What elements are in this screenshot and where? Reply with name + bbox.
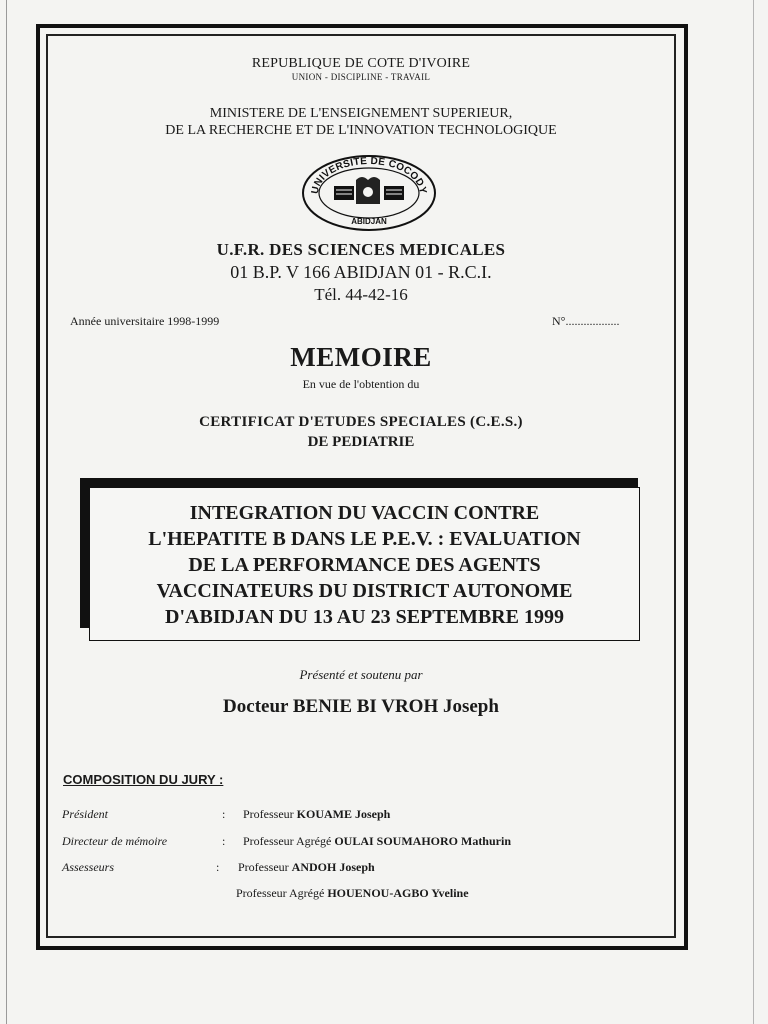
jury-role: Assesseurs [62,860,115,874]
author-name: Docteur BENIE BI VROH Joseph [223,696,499,717]
jury-member-name: OULAI SOUMAHORO Mathurin [334,834,511,848]
jury-role: Président [62,807,108,821]
page-edge-left [6,0,7,1024]
ministry-line-1: MINISTERE DE L'ENSEIGNEMENT SUPERIEUR, [209,106,513,121]
certificate-line-2: DE PEDIATRIE [307,434,415,450]
certificate-line-1: CERTIFICAT D'ETUDES SPECIALES (C.E.S.) [199,414,523,430]
jury-colon: : [222,834,226,848]
jury-member [238,860,375,875]
page-edge-right [753,0,754,1024]
jury-member [236,886,469,901]
jury-member [243,807,390,822]
national-motto: UNION - DISCIPLINE - TRAVAIL [291,72,431,82]
jury-member-title: Professeur [238,860,289,874]
document-type: MEMOIRE [290,342,432,372]
seal-bottom-text: ABIDJAN [351,217,387,226]
thesis-title-line: L'HEPATITE B DANS LE P.E.V. : EVALUATION [148,528,581,550]
jury-heading: COMPOSITION DU JURY : [63,772,224,787]
presented-by: Présenté et soutenu par [299,667,423,682]
thesis-title-line: D'ABIDJAN DU 13 AU 23 SEPTEMBRE 1999 [165,606,564,628]
faculty-name: U.F.R. DES SCIENCES MEDICALES [216,240,506,259]
jury-member-title: Professeur [243,807,294,821]
faculty-phone: Tél. 44-42-16 [314,285,408,304]
thesis-title-box [89,487,640,641]
seal-emblem [334,177,404,204]
thesis-title-line: INTEGRATION DU VACCIN CONTRE [189,502,540,524]
jury-colon: : [216,860,220,874]
university-seal-icon [300,154,438,232]
thesis-title-line: VACCINATEURS DU DISTRICT AUTONOME [156,580,573,602]
jury-colon: : [222,807,226,821]
title-page [50,40,672,936]
jury-member-name: HOUENOU-AGBO Yveline [327,886,469,900]
faculty-address: 01 B.P. V 166 ABIDJAN 01 - R.C.I. [230,262,492,282]
republic-name: REPUBLIQUE DE COTE D'IVOIRE [251,56,471,71]
jury-member-title: Professeur Agrégé [236,886,325,900]
jury-member-name: ANDOH Joseph [291,860,375,874]
jury-role: Directeur de mémoire [62,834,168,848]
document-number: N°.................. [552,314,620,328]
jury-member-title: Professeur Agrégé [243,834,332,848]
document-subtitle: En vue de l'obtention du [302,377,420,391]
ministry-line-2: DE LA RECHERCHE ET DE L'INNOVATION TECHNOLOGIQUE [165,123,557,138]
academic-year: Année universitaire 1998-1999 [70,314,220,328]
jury-member-name: KOUAME Joseph [296,807,391,821]
jury-member [243,834,511,849]
seal-top-text: UNIVERSITE DE COCODY [309,155,429,195]
thesis-title-line: DE LA PERFORMANCE DES AGENTS [188,554,541,576]
